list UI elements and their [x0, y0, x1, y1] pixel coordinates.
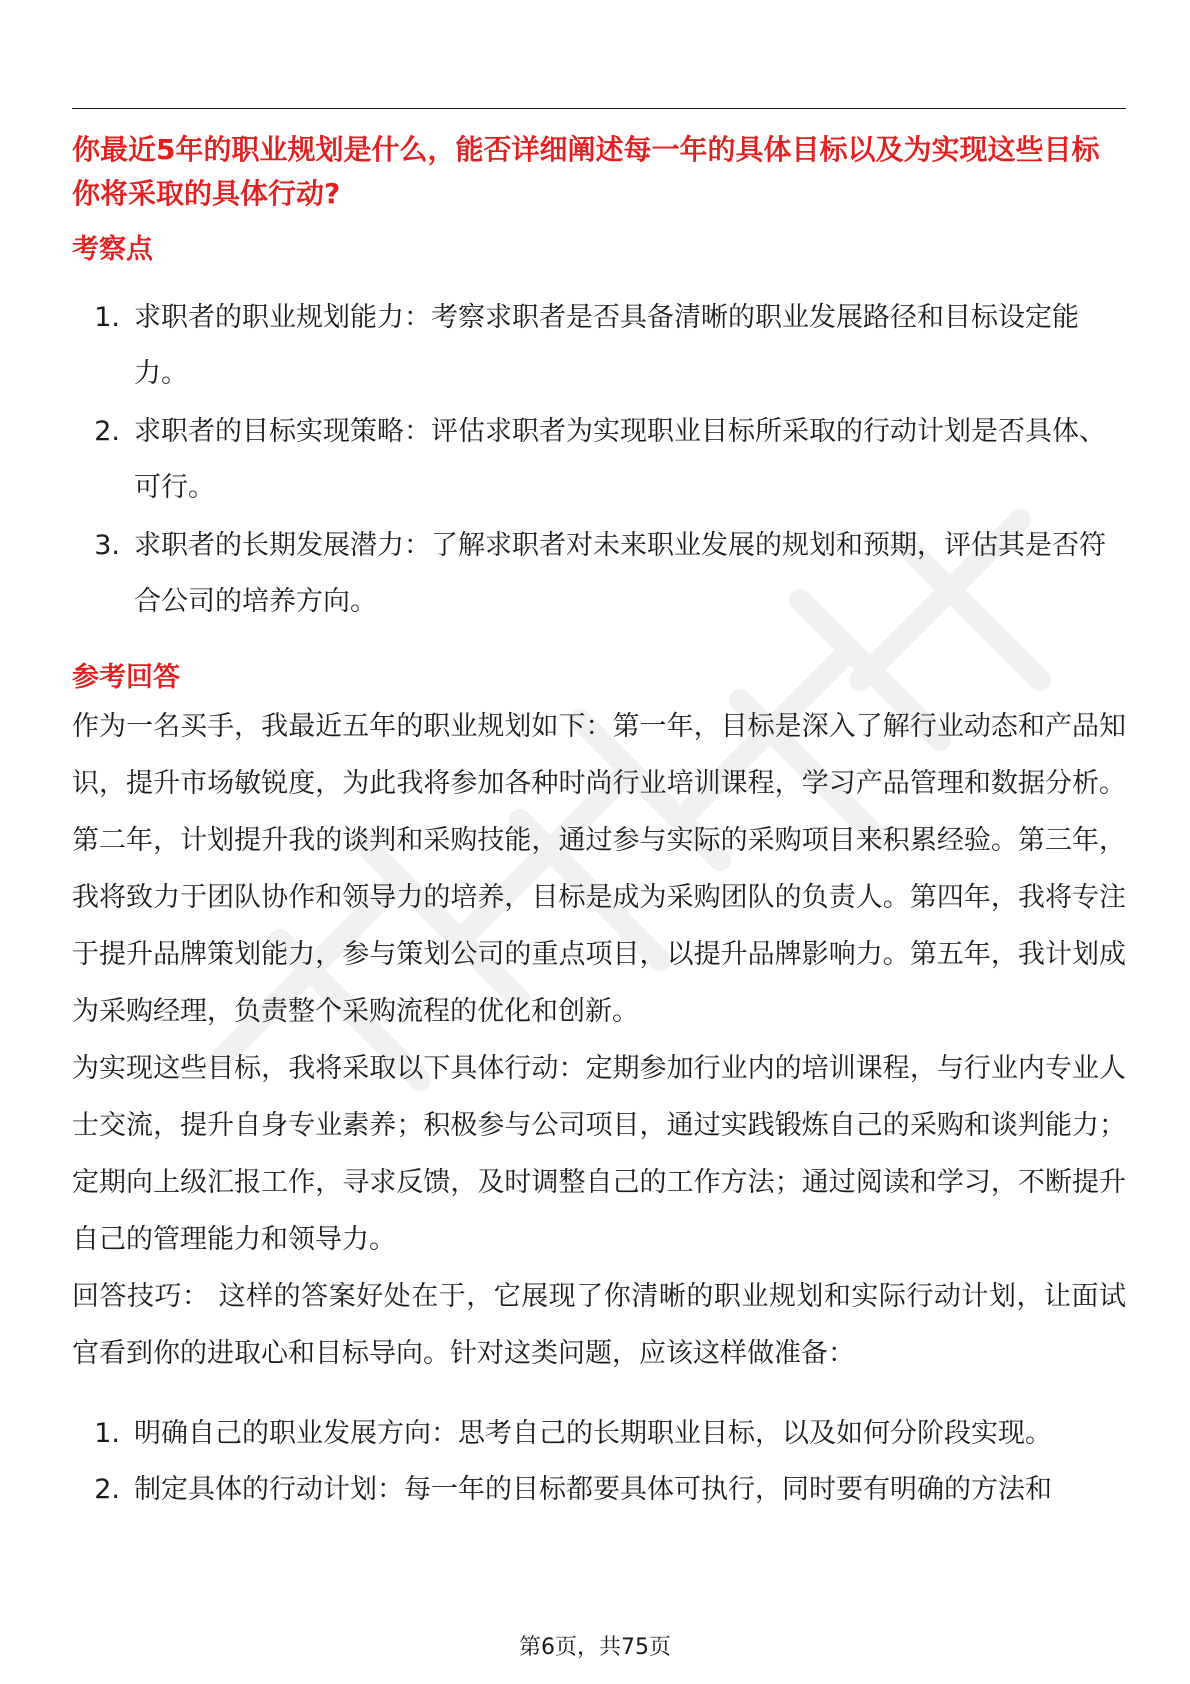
answer-paragraph: 为实现这些目标，我将采取以下具体行动：定期参加行业内的培训课程，与行业内专业人士交流，提升自身专业素养；积极参与公司项目，通过实践锻炼自己的采购和谈判能力；定期向上级汇报工作，寻求反馈，及时调整自己的工作方法；通过阅读和学习，不断提升自己的管理能力和领导力。 — [72, 1053, 1126, 1255]
list-item — [72, 1406, 1126, 1462]
page-footer: 第6页，共75页 — [519, 1635, 671, 1660]
top-divider — [72, 108, 1126, 109]
list-item-text: 求职者的职业规划能力：考察求职者是否具备清晰的职业发展路径和目标设定能力。 — [134, 302, 1079, 389]
list-item-number: 1. — [94, 302, 120, 333]
list-item-number: 2. — [94, 1474, 120, 1505]
list-item-text: 求职者的长期发展潜力：了解求职者对未来职业发展的规划和预期，评估其是否符合公司的培养方向。 — [134, 530, 1106, 617]
list-item-text: 求职者的目标实现策略：评估求职者为实现职业目标所采取的行动计划是否具体、可行。 — [134, 416, 1106, 503]
list-item-number: 2. — [94, 416, 120, 447]
answer-paragraph: 作为一名买手，我最近五年的职业规划如下：第一年，目标是深入了解行业动态和产品知识，提升市场敏锐度，为此我将参加各种时尚行业培训课程，学习产品管理和数据分析。第二年，计划提升我的谈判和采购技能，通过参与实际的采购项目来积累经验。第三年，我将致力于团队协作和领导力的培养，目标是成为采购团队的负责人。第四年，我将专注于提升品牌策划能力，参与策划公司的重点项目，以提升品牌影响力。第五年，我计划成为采购经理，负责整个采购流程的优化和创新。 — [72, 711, 1126, 1027]
answer-section-title: 参考回答 — [72, 662, 180, 693]
list-item-number: 1. — [94, 1418, 120, 1449]
list-item — [72, 1462, 1126, 1518]
list-item — [72, 518, 1126, 630]
question-heading: 你最近5年的职业规划是什么，能否详细阐述每一年的具体目标以及为实现这些目标你将采取的具体行动? — [72, 133, 1100, 210]
list-item — [72, 290, 1126, 402]
list-item — [72, 404, 1126, 516]
list-item-text: 制定具体的行动计划：每一年的目标都要具体可执行，同时要有明确的方法和 — [134, 1474, 1052, 1505]
tips-list — [72, 1406, 1126, 1518]
answer-tips-paragraph: 回答技巧： 这样的答案好处在于，它展现了你清晰的职业规划和实际行动计划，让面试官看到你的进取心和目标导向。针对这类问题，应该这样做准备： — [72, 1281, 1126, 1369]
list-item-number: 3. — [94, 530, 120, 561]
list-item-text: 明确自己的职业发展方向：思考自己的长期职业目标，以及如何分阶段实现。 — [134, 1418, 1052, 1449]
assessment-section-title: 考察点 — [72, 234, 153, 265]
main-content — [72, 128, 1126, 1518]
assessment-points-list — [72, 290, 1126, 630]
